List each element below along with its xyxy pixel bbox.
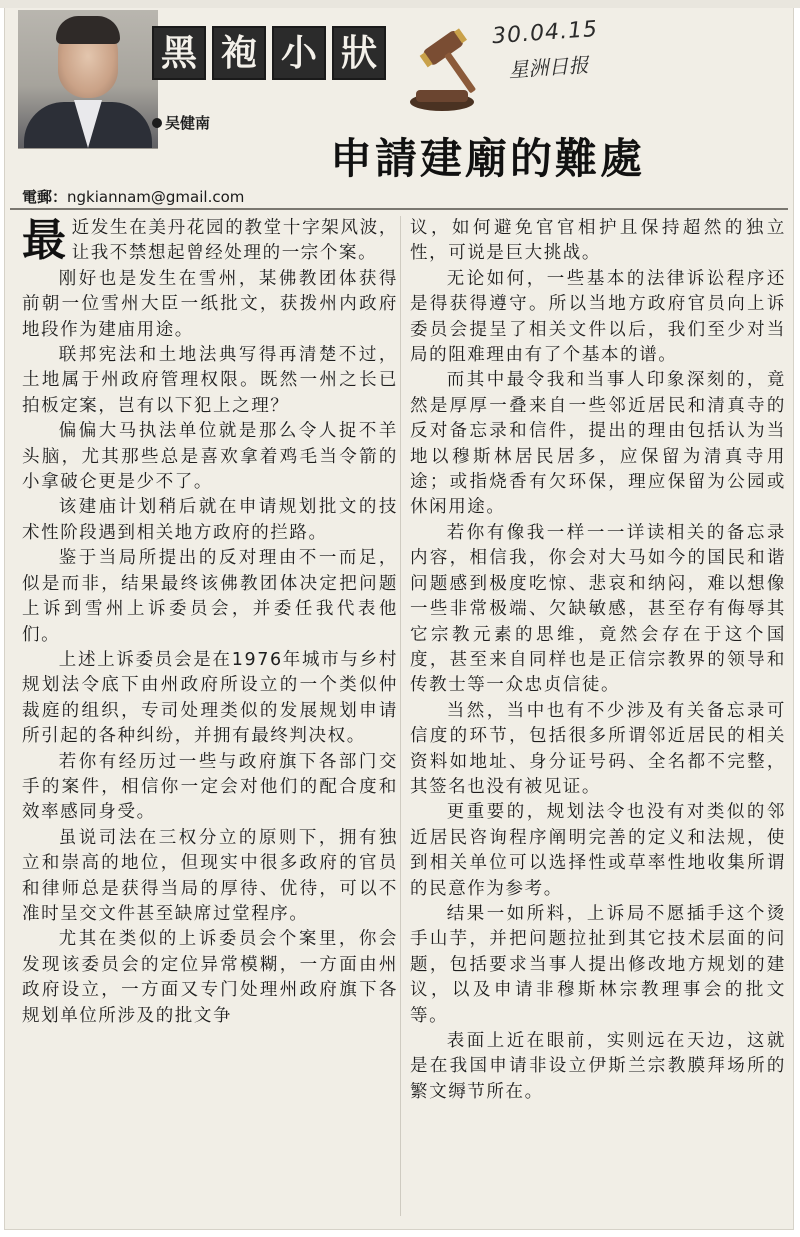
author-photo: [18, 10, 158, 149]
handwritten-date: 30.04.15: [491, 16, 599, 50]
column-divider: [400, 216, 401, 1216]
article-paragraph: 偏偏大马执法单位就是那么令人捉不羊头脑，尤其那些总是喜欢拿着鸡毛当令箭的小拿破仑更是少不了。: [22, 421, 398, 493]
scan-edge: [0, 0, 800, 8]
article-paragraph: 更重要的，规划法令也没有对类似的邻近居民咨询程序阐明完善的定义和法规，使到相关单位可以选择性或草率性地收集所谓的民意作为参考。: [410, 802, 786, 899]
headline: 申請建廟的難處: [330, 134, 646, 183]
handwritten-paper-name: 星洲日报: [507, 52, 590, 83]
article-paragraph: 若你有经历过一些与政府旗下各部门交手的案件，相信你一定会对他们的配合度和效率感同身受。: [22, 751, 398, 823]
column-title-char: 黑: [152, 26, 206, 80]
author-byline: [152, 112, 210, 133]
email-line: [22, 186, 244, 207]
handwritten-note: [491, 16, 616, 104]
header-divider: [10, 208, 788, 210]
article-paragraph: 而其中最令我和当事人印象深刻的，竟然是厚厚一叠来自一些邻近居民和清真寺的反对备忘录和信件，提出的理由包括认为当地以穆斯林居民居多，应保留为清真寺用途；或指烧香有欠环保，理应保留为公园或休闲用途。: [410, 370, 786, 518]
article-paragraph: 若你有像我一样一一详读相关的备忘录内容，相信我，你会对大马如今的国民和谐问题感到极度吃惊、悲哀和纳闷，难以想像一些非常极端、欠缺敏感，甚至存有侮辱其它宗教元素的思维，竟然会存在于这个国度，甚至来自同样也是正信宗教界的领导和传教士等一众忠贞信徒。: [410, 522, 786, 696]
column-title-char: 狀: [332, 26, 386, 80]
email-address: ngkiannam@gmail.com: [67, 188, 245, 206]
article-paragraph: 最近发生在美丹花园的教堂十字架风波，让我不禁想起曾经处理的一宗个案。: [22, 215, 398, 266]
column-title: [152, 26, 386, 80]
bullet-icon: [152, 118, 162, 128]
article-paragraph: 表面上近在眼前，实则远在天边，这就是在我国申请非设立伊斯兰宗教膜拜场所的繁文缛节所在。: [410, 1031, 786, 1102]
drop-cap: 最: [22, 215, 68, 266]
article-column-right: [410, 216, 786, 1105]
article-paragraph: 上述上诉委员会是在1976年城市与乡村规划法令底下由州政府所设立的一个类似仲裁庭的组织，专司处理类似的发展规划申请所引起的各种纠纷，并拥有最终判决权。: [22, 649, 398, 747]
article-column-left: [22, 216, 398, 1029]
column-title-char: 袍: [212, 26, 266, 80]
article-paragraph: 无论如何，一些基本的法律诉讼程序还是得获得遵守。所以当地方政府官员向上诉委员会提呈了相关文件以后，我们至少对当局的阻难理由有了个基本的谱。: [410, 268, 786, 366]
article-paragraph: 鉴于当局所提出的反对理由不一而足，似是而非，结果最终该佛教团体决定把问题上诉到雪州上诉委员会，并委任我代表他们。: [22, 548, 398, 645]
article-paragraph: 结果一如所料，上诉局不愿插手这个烫手山芋，并把问题拉扯到其它技术层面的问题，包括要求当事人提出修改地方规划的建议，以及申请非穆斯林宗教理事会的批文等。: [410, 903, 786, 1026]
article-paragraph: 该建庙计划稍后就在申请规划批文的技术性阶段遇到相关地方政府的拦路。: [22, 497, 398, 543]
email-label: 電郵：: [22, 188, 68, 206]
article-paragraph: 虽说司法在三权分立的原则下，拥有独立和崇高的地位，但现实中很多政府的官员和律师总是获得当局的厚待、优待，可以不准时呈交文件甚至缺席过堂程序。: [22, 827, 398, 924]
article-paragraph: 当然，当中也有不少涉及有关备忘录可信度的环节，包括很多所谓邻近居民的相关资料如地址、身分证号码、全名都不完整，其签名也没有被见证。: [410, 700, 786, 797]
article-paragraph: 联邦宪法和土地法典写得再清楚不过，土地属于州政府管理权限。既然一州之长已拍板定案，岂有以下犯上之理？: [22, 345, 398, 416]
gavel-icon: [408, 18, 488, 114]
article-paragraph: 尤其在类似的上诉委员会个案里，你会发现该委员会的定位异常模糊，一方面由州政府设立，一方面又专门处理州政府旗下各规划单位所涉及的批文争: [22, 929, 398, 1026]
article-paragraph: 刚好也是发生在雪州，某佛教团体获得前朝一位雪州大臣一纸批文，获拨州内政府地段作为建庙用途。: [22, 268, 398, 340]
article-paragraph: 议，如何避免官官相护且保持超然的独立性，可说是巨大挑战。: [410, 218, 786, 264]
author-name: 吴健南: [165, 114, 211, 132]
column-title-char: 小: [272, 26, 326, 80]
